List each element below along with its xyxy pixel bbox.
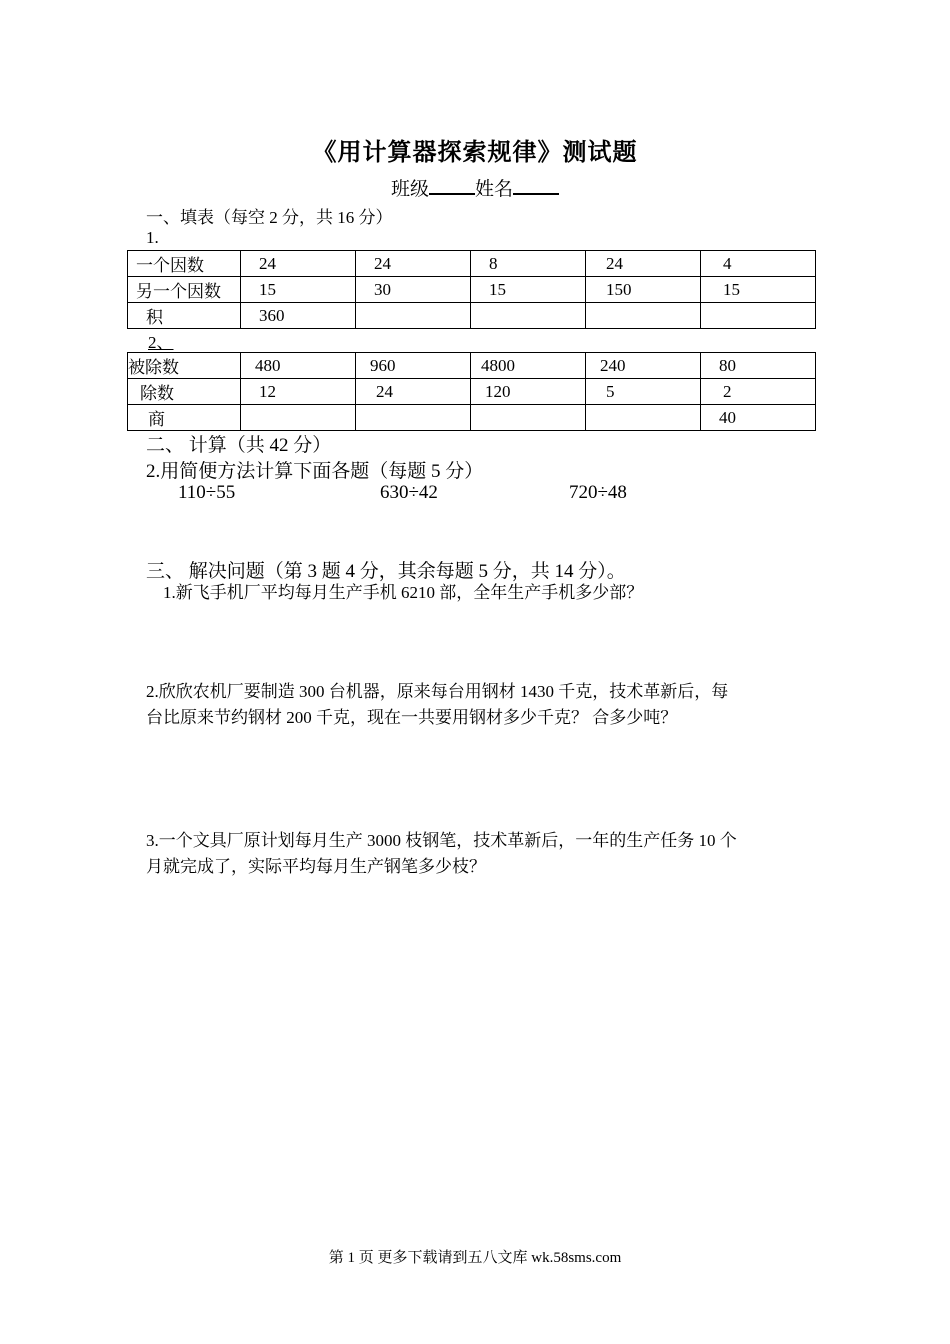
mult-table-cell[interactable] xyxy=(470,303,585,329)
mult-table-row xyxy=(128,251,816,277)
mult-table-cell: 4 xyxy=(700,251,815,277)
question1-label: 1. xyxy=(146,228,159,247)
problem-2: 630÷42 xyxy=(380,482,438,503)
section2-heading: 二、 计算（共 42 分） xyxy=(146,435,332,456)
question2-label: 2、 xyxy=(148,333,174,352)
mult-table-cell: 24 xyxy=(585,251,700,277)
div-table-cell[interactable] xyxy=(585,405,700,431)
div-table-cell: 80 xyxy=(700,353,815,379)
div-table-row xyxy=(128,379,816,405)
mult-table-row-label: 积 xyxy=(128,303,241,329)
word-problem-2-line2: 台比原来节约钢材 200 千克，现在一共要用钢材多少千克？ 合多少吨？ xyxy=(146,708,678,727)
div-table-cell[interactable] xyxy=(240,405,355,431)
mult-table-cell[interactable] xyxy=(355,303,470,329)
class-blank[interactable] xyxy=(429,175,475,195)
div-table-cell: 240 xyxy=(585,353,700,379)
mult-table-cell: 360 xyxy=(240,303,355,329)
mult-table-cell: 24 xyxy=(355,251,470,277)
div-table-row xyxy=(128,353,816,379)
div-table-cell: 40 xyxy=(700,405,815,431)
problem-3: 720÷48 xyxy=(569,482,627,503)
mult-table-row-label: 另一个因数 xyxy=(128,277,241,303)
mult-table-cell: 30 xyxy=(355,277,470,303)
div-table-cell: 480 xyxy=(240,353,355,379)
word-problem-3-line1: 3.一个文具厂原计划每月生产 3000 枝钢笔，技术革新后，一年的生产任务 10 个 xyxy=(146,831,737,850)
mult-table-row xyxy=(128,303,816,329)
name-blank[interactable] xyxy=(513,175,559,195)
multiplication-table xyxy=(127,250,816,329)
page-title: 《用计算器探索规律》测试题 xyxy=(312,140,638,166)
section3-heading: 三、 解决问题（第 3 题 4 分，其余每题 5 分，共 14 分）。 xyxy=(146,561,626,582)
mult-table-cell: 15 xyxy=(700,277,815,303)
div-table-cell: 5 xyxy=(585,379,700,405)
class-name-line xyxy=(0,174,950,201)
mult-table-row xyxy=(128,277,816,303)
div-table-cell: 4800 xyxy=(470,353,585,379)
mult-table-row-label: 一个因数 xyxy=(128,251,241,277)
div-table-cell[interactable] xyxy=(355,405,470,431)
div-table-cell: 24 xyxy=(355,379,470,405)
div-table-cell: 120 xyxy=(470,379,585,405)
div-table-row-label: 商 xyxy=(128,405,241,431)
problem-1: 110÷55 xyxy=(178,482,236,503)
mult-table-cell[interactable] xyxy=(700,303,815,329)
div-table-row xyxy=(128,405,816,431)
mult-table-cell: 150 xyxy=(585,277,700,303)
div-table-cell: 960 xyxy=(355,353,470,379)
div-table-cell: 12 xyxy=(240,379,355,405)
mult-table-cell: 15 xyxy=(240,277,355,303)
div-table-row-label: 除数 xyxy=(128,379,241,405)
section2-subheading: 2.用简便方法计算下面各题（每题 5 分） xyxy=(146,461,484,482)
word-problem-2-line1: 2.欣欣农机厂要制造 300 台机器，原来每台用钢材 1430 千克，技术革新后，每 xyxy=(146,682,729,701)
div-table-cell[interactable] xyxy=(470,405,585,431)
word-problem-1: 1.新飞手机厂平均每月生产手机 6210 部，全年生产手机多少部？ xyxy=(163,583,644,602)
page-footer: 第 1 页 更多下载请到五八文库 wk.58sms.com xyxy=(328,1250,622,1266)
division-table xyxy=(127,352,816,431)
mult-table-cell: 8 xyxy=(470,251,585,277)
mult-table-cell[interactable] xyxy=(585,303,700,329)
section1-heading: 一、填表（每空 2 分，共 16 分） xyxy=(146,208,393,227)
div-table-cell: 2 xyxy=(700,379,815,405)
word-problem-3-line2: 月就完成了，实际平均每月生产钢笔多少枝？ xyxy=(146,857,486,876)
div-table-row-label: 被除数 xyxy=(128,353,241,379)
class-label: 班级 xyxy=(390,179,429,200)
name-label: 姓名 xyxy=(475,179,514,200)
mult-table-cell: 24 xyxy=(240,251,355,277)
mult-table-cell: 15 xyxy=(470,277,585,303)
